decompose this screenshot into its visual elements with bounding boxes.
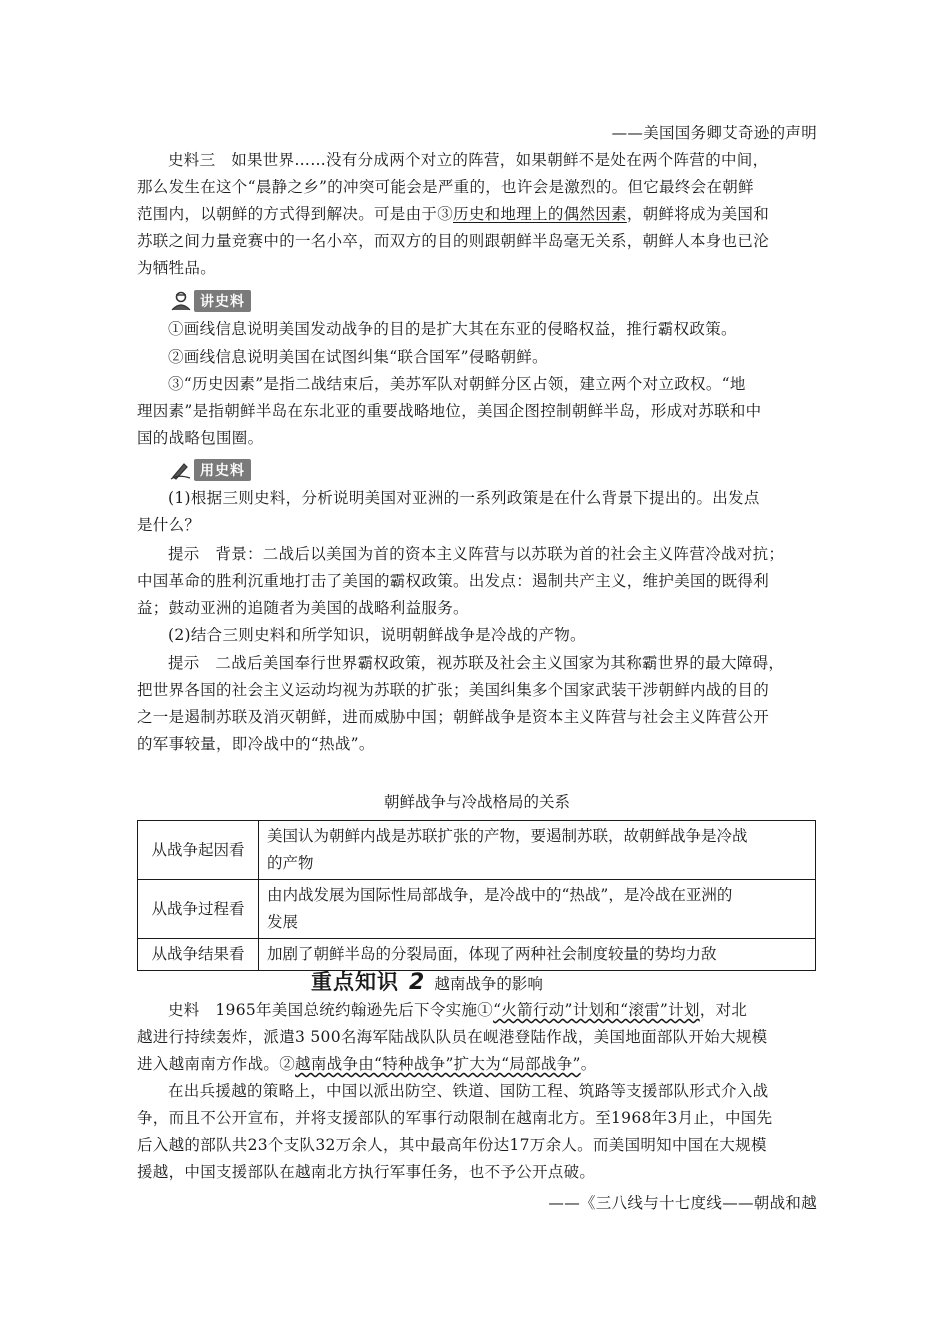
answer-line: 之一是遏制苏联及消灭朝鲜，进而威胁中国；朝鲜战争是资本主义阵营与社会主义阵营公开 [137,708,770,726]
text-line [137,997,817,1024]
answer-line: 把世界各国的社会主义运动均视为苏联的扩张；美国纠集多个国家武装干涉朝鲜内战的目的 [137,681,770,699]
text-line: 在出兵援越的策略上，中国以派出防空、铁道、国防工程、筑路等支援部队形式介入战 [168,1082,769,1100]
key-point-subtitle: 越南战争的影响 [434,975,543,993]
explain-material-badge [170,290,251,312]
text-line: 史料三 如果世界……没有分成两个对立的阵营，如果朝鲜不是处在两个阵营的中间， [168,151,769,169]
text-line: 后入越的部队共23个支队32万余人，其中最高年份达17万余人。而美国明知中国在大规模 [137,1136,767,1154]
text-line [137,1051,817,1078]
answer-line: 益；鼓动亚洲的追随者为美国的战略利益服务。 [137,599,469,617]
answer-line: 中国革命的胜利沉重地打击了美国的霸权政策。出发点：遏制共产主义，维护美国的既得利 [137,572,770,590]
row-heading: 从战争起因看 [138,821,259,880]
text-line: 为牺牲品。 [137,259,217,277]
text-line [137,201,817,228]
text-line: 理因素”是指朝鲜半岛在东北亚的重要战略地位，美国企图控制朝鲜半岛，形成对苏联和中 [137,402,762,420]
table-row [138,821,816,880]
question-line: (1)根据三则史料，分析说明美国对亚洲的一系列政策是在什么背景下提出的。出发点 [168,489,760,507]
key-point-title: 重点知识 [311,970,399,994]
text-line: 越进行持续轰炸，派遣3 500名海军陆战队队员在岘港登陆作战，美国地面部队开始大规模 [137,1028,768,1046]
text-line: ①画线信息说明美国发动战争的目的是扩大其在东亚的侵略权益，推行霸权政策。 [168,320,737,338]
badge-label: 讲史料 [194,290,251,312]
text-span: 史料 1965年美国总统约翰逊先后下令实施① [168,1001,494,1019]
text-span: 进入越南南方作战。② [137,1055,296,1073]
cell-line: 发展 [267,913,299,931]
key-point-number: 2 [409,970,425,995]
relationship-table [137,820,816,971]
source-citation: ——美国国务卿艾奇逊的声明 [611,124,817,142]
text-line: 争，而且不公开宣布，并将支援部队的军事行动限制在越南北方。至1968年3月止，中国先 [137,1109,773,1127]
row-content [259,821,816,880]
row-heading: 从战争结果看 [138,939,259,971]
text-span: ，对北 [699,1001,748,1019]
answer-line: 的军事较量，即冷战中的“热战”。 [137,735,375,753]
text-line: 那么发生在这个“晨静之乡”的冲突可能会是严重的，也许会是激烈的。但它最终会在朝鲜 [137,178,754,196]
answer-line: 提示 二战后美国奉行世界霸权政策，视苏联及社会主义国家为其称霸世界的最大障碍， [168,654,785,672]
text-line: ③“历史因素”是指二战结束后，美苏军队对朝鲜分区占领，建立两个对立政权。“地 [168,375,746,393]
teacher-icon [170,291,192,311]
cell-line: 由内战发展为国际性局部战争，是冷战中的“热战”，是冷战在亚洲的 [267,886,733,904]
table-caption: 朝鲜战争与冷战格局的关系 [383,793,570,811]
text-line: 苏联之间力量竞赛中的一名小卒，而双方的目的则跟朝鲜半岛毫无关系，朝鲜人本身也已沦 [137,232,770,250]
underlined-phrase: 越南战争由“特种战争”扩大为“局部战争” [295,1055,581,1073]
question-line: 是什么？ [137,516,201,534]
text-line: ②画线信息说明美国在试图纠集“联合国军”侵略朝鲜。 [168,348,548,366]
underlined-phrase: “火箭行动”计划和“滚雷”计划 [493,1001,700,1019]
row-heading: 从战争过程看 [138,880,259,939]
question-line: (2)结合三则史料和所学知识，说明朝鲜战争是冷战的产物。 [168,626,586,644]
badge-label: 用史料 [194,459,251,481]
text-line: 援越，中国支援部队在越南北方执行军事任务，也不予公开点破。 [137,1163,596,1181]
pen-icon [170,460,192,480]
text-line: 国的战略包围圈。 [137,429,264,447]
text-span: 。 [580,1055,597,1073]
table-row [138,880,816,939]
underlined-phrase: 历史和地理上的偶然因素 [453,205,627,223]
cell-line: 加剧了朝鲜半岛的分裂局面，体现了两种社会制度较量的势均力敌 [267,945,717,963]
cell-line: 的产物 [267,854,314,872]
cell-line: 美国认为朝鲜内战是苏联扩张的产物，要遏制苏联，故朝鲜战争是冷战 [267,827,748,845]
text-span: ，朝鲜将成为美国和 [626,205,770,223]
answer-line: 提示 背景：二战后以美国为首的资本主义阵营与以苏联为首的社会主义阵营冷战对抗； [168,545,785,563]
use-material-badge [170,459,251,481]
text-span: 范围内，以朝鲜的方式得到解决。可是由于③ [137,205,454,223]
source-citation: ——《三八线与十七度线——朝战和越 [548,1194,817,1212]
key-point-heading [311,966,543,996]
row-content [259,880,816,939]
